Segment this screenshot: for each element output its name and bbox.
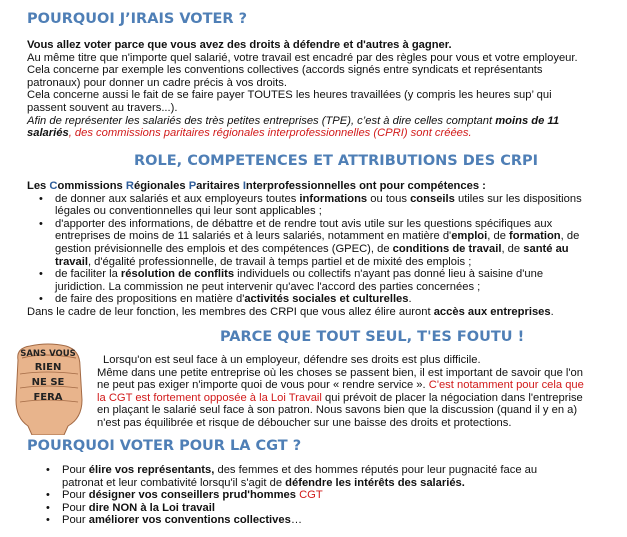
s1-line1: Vous allez voter parce que vous avez des droits à défendre et d'autres à gagner. <box>27 39 452 51</box>
section1-title: POURQUOI J’IRAIS VOTER ? <box>27 11 248 27</box>
section3-title: PARCE QUE TOUT SEUL, T'ES FOUTU ! <box>220 329 525 345</box>
s3-line5: en plaçant le salarié seul face à son patron. Nous savons bien que la discussion (quand il y en a) <box>97 404 578 417</box>
list-item: • de faire des propositions en matière d'activités sociales et culturelles. <box>27 293 622 306</box>
s1-line7: Afin de représenter les salariés des très petites entreprises (TPE), c’est à dire celles comptant moins de 11 <box>27 114 560 127</box>
s1-line4: patronaux) pour donner un cadre précis à vos droits. <box>27 76 287 89</box>
fist-text-line4: FERA <box>33 392 63 403</box>
list-item: • Pour dire NON à la Loi travail <box>34 502 619 515</box>
s1-line5: Cela concerne aussi le fait de se faire payer TOUTES les heures travaillées (y compris les heures sup’ qui <box>27 89 552 102</box>
fist-text-line3: NE SE <box>31 377 65 388</box>
s3-line4: la CGT est fortement opposée à la Loi Travail qui prévoit de placer la négociation dans l'entreprise <box>97 391 583 404</box>
competences-list <box>27 193 622 306</box>
section4-title: POURQUOI VOTER POUR LA CGT ? <box>27 438 302 454</box>
section1-body <box>27 39 617 140</box>
list-item: • Pour améliorer vos conventions collectives… <box>34 514 619 527</box>
list-item: • d'apporter des informations, de débattre et de rendre tout avis utile sur les questions spécifiques aux entreprises de moins de 11 salariés et à leurs salariés, notamment en matière d'emploi, de formation, de gestion prévisionnelle des emplois et des compétences (GPEC), de conditions de travail, de santé au travail, d'égalité professionnelle, de travail à temps partiel et de mixité des emplois ; <box>27 218 622 268</box>
section2-body <box>27 180 622 319</box>
list-item: • de donner aux salariés et aux employeurs toutes informations ou tous conseils utiles sur les dispositions légales ou conventionnelles qui leur sont applicables ; <box>27 193 622 218</box>
s1-line8: salariés, des commissions paritaires régionales interprofessionnelles (CPRI) sont créées. <box>27 127 472 140</box>
list-item: • Pour élire vos représentants, des femmes et des hommes réputés pour leur pugnacité face au patronat et leur combativité lorsqu'il s'agit de défendre les intérêts des salariés. <box>34 464 619 489</box>
s3-line1: Lorsqu'on est seul face à un employeur, défendre ses droits est plus difficile. <box>103 354 481 366</box>
reasons-list <box>34 464 619 527</box>
s3-line6: n'est pas équilibrée et risque de déboucher sur une baisse des droits et protections. <box>97 416 512 429</box>
s3-line2: Même dans une petite entreprise où les choses se passent bien, il est important de savoir que l'on <box>97 366 583 379</box>
s2-outro: Dans le cadre de leur fonction, les membres des CRPI que vous allez élire auront accès aux entreprises. <box>27 305 554 318</box>
fist-text-line2: RIEN <box>34 362 62 373</box>
s1-line3: Cela concerne par exemple les conventions collectives (accords signés entre syndicats et représentants <box>27 64 543 77</box>
section4-body <box>34 464 619 527</box>
list-item: • Pour désigner vos conseillers prud'hommes CGT <box>34 489 619 502</box>
s2-intro: Les Commissions Régionales Paritaires Interprofessionnelles ont pour compétences : <box>27 180 486 192</box>
s1-line6: passent souvent au travers...). <box>27 101 178 114</box>
s3-line3: ne peut pas exiger n'importe quoi de vous pour « rendre service ». C'est notamment pour cela que <box>97 379 584 392</box>
section2-title: ROLE, COMPETENCES ET ATTRIBUTIONS DES CRPI <box>134 153 539 169</box>
section3-body <box>97 354 622 430</box>
list-item: • de faciliter la résolution de conflits individuels ou collectifs n'ayant pas donné lieu à saisine d'une juridiction. La commission ne peut intervenir qu'avec l'accord des parties concernées ; <box>27 268 622 293</box>
s1-line2: Au même titre que n'importe quel salarié, votre travail est encadré par des règles pour vous et votre employeur. <box>27 51 578 64</box>
fist-text-line1: SANS VOUS <box>20 349 76 359</box>
raised-fist-icon <box>8 340 88 435</box>
